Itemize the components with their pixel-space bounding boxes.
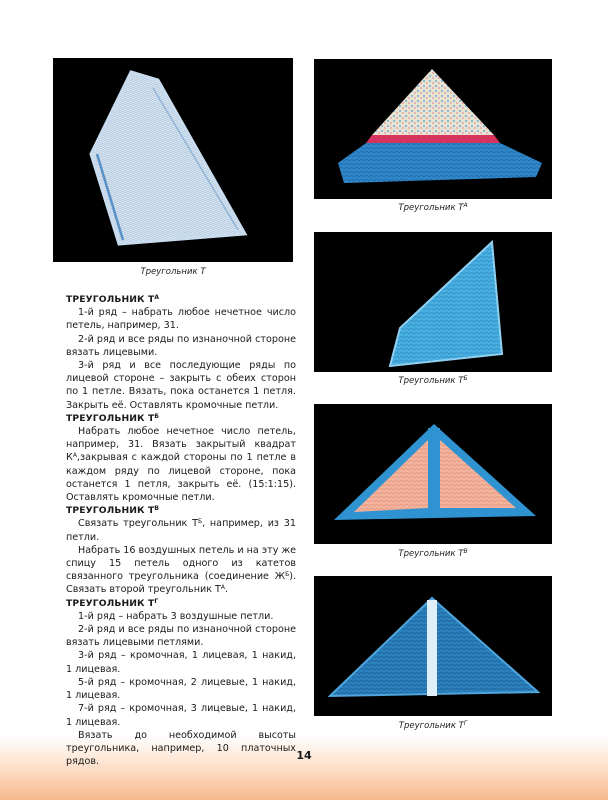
caption-text: Треугольник Т [398,376,464,386]
tg-step-4: 5-й ряд – кромочная, 2 лицевые, 1 накид, 1 лицевая. [66,676,296,702]
text-run: Набрать любое нечетное число петель, например, 31. Вязать закрытый квадрат К [66,426,296,464]
text-run: ,закрывая с каждой стороны по 1 петле в каждом ряду по лицевой стороне, пока останется 1 петля, закрыть её. (15:1:15). Оставлять кромочные петли. [66,452,296,504]
heading-text: ТРЕУГОЛЬНИК Т [66,505,155,517]
heading-text: ТРЕУГОЛЬНИК Т [66,294,155,305]
knitted-triangle-tv-image [314,404,552,544]
caption-text: Треугольник Т [398,549,464,559]
photo-triangle-tb [314,232,552,372]
photo-triangle-tg [314,576,552,716]
photo-triangle-ta [314,59,552,199]
text-run: ). Связать второй треугольник Т [66,571,296,596]
heading-text: ТРЕУГОЛЬНИК Т [66,412,155,424]
heading-triangle-tg [66,597,296,610]
caption-text: Треугольник Т [140,267,206,277]
caption-sup: В [463,548,468,555]
heading-triangle-ta [66,293,296,306]
caption-triangle-tb [314,376,552,386]
photo-triangle-tv [314,404,552,544]
heading-sup: А [154,294,160,301]
heading-triangle-tv [66,504,296,517]
tg-step-3: 3-й ряд – кромочная, 1 лицевая, 1 накид, 1 лицевая. [66,650,296,675]
caption-triangle-ta [314,203,552,213]
text-run: . [225,584,229,596]
text-sup: А [220,584,226,592]
knitted-triangle-ta-image [314,59,552,199]
tv-step-2 [66,544,296,597]
caption-triangle-t [53,267,293,277]
photo-triangle-t [53,58,293,262]
text-run: Связать треугольник Т [78,518,198,530]
heading-sup: Г [154,597,159,605]
text-run: , например, из 31 петли. [66,518,296,543]
tg-step-5: 7-й ряд – кромочная, 3 лицевые, 1 накид, 1 лицевая. [66,703,296,728]
text-sup: А [72,452,77,460]
page-number: 14 [296,749,312,762]
caption-sup: Б [463,375,468,382]
caption-triangle-tg [314,721,552,731]
caption-sup: А [463,202,468,209]
caption-text: Треугольник Т [398,721,464,731]
instructions-column [66,293,296,768]
knitted-triangle-tg-image [314,576,552,716]
tv-step-1 [66,517,296,543]
knitted-triangle-tb-image [314,232,552,372]
ta-step-1: 1-й ряд – набрать любое нечетное число петель, например, 31. [66,307,296,332]
tg-step-6: Вязать до необходимой высоты треугольника, например, 10 платочных рядов. [66,729,296,768]
caption-triangle-tv [314,549,552,559]
text-run: Набрать 16 воздушных петель и на эту же спицу 15 петель одного из катетов связанного треугольника (соединение Ж [66,544,296,583]
caption-text: Треугольник Т [398,203,464,213]
text-sup: Б [285,571,290,579]
tg-step-1: 1-й ряд – набрать 3 воздушные петли. [78,610,274,622]
heading-text: ТРЕУГОЛЬНИК Т [66,597,155,609]
caption-sup: Г [463,720,468,727]
heading-triangle-tb [66,412,296,425]
ta-step-2: 2-й ряд и все ряды по изнаночной стороне вязать лицевыми. [66,333,296,358]
ta-step-3: 3-й ряд и все последующие ряды по лицевой стороне – закрыть с обеих сторон по 1 петле. Вязать, пока останется 1 петля. Закрыть её. Оставлять кромочные петли. [66,360,296,411]
text-sup: Б [197,518,203,526]
heading-sup: Б [154,412,159,420]
tg-step-2: 2-й ряд и все ряды по изнаночной стороне вязать лицевыми петлями. [66,624,296,649]
knitted-triangle-t-image [53,58,293,262]
heading-sup: В [154,505,159,513]
tb-step-1 [66,425,296,504]
